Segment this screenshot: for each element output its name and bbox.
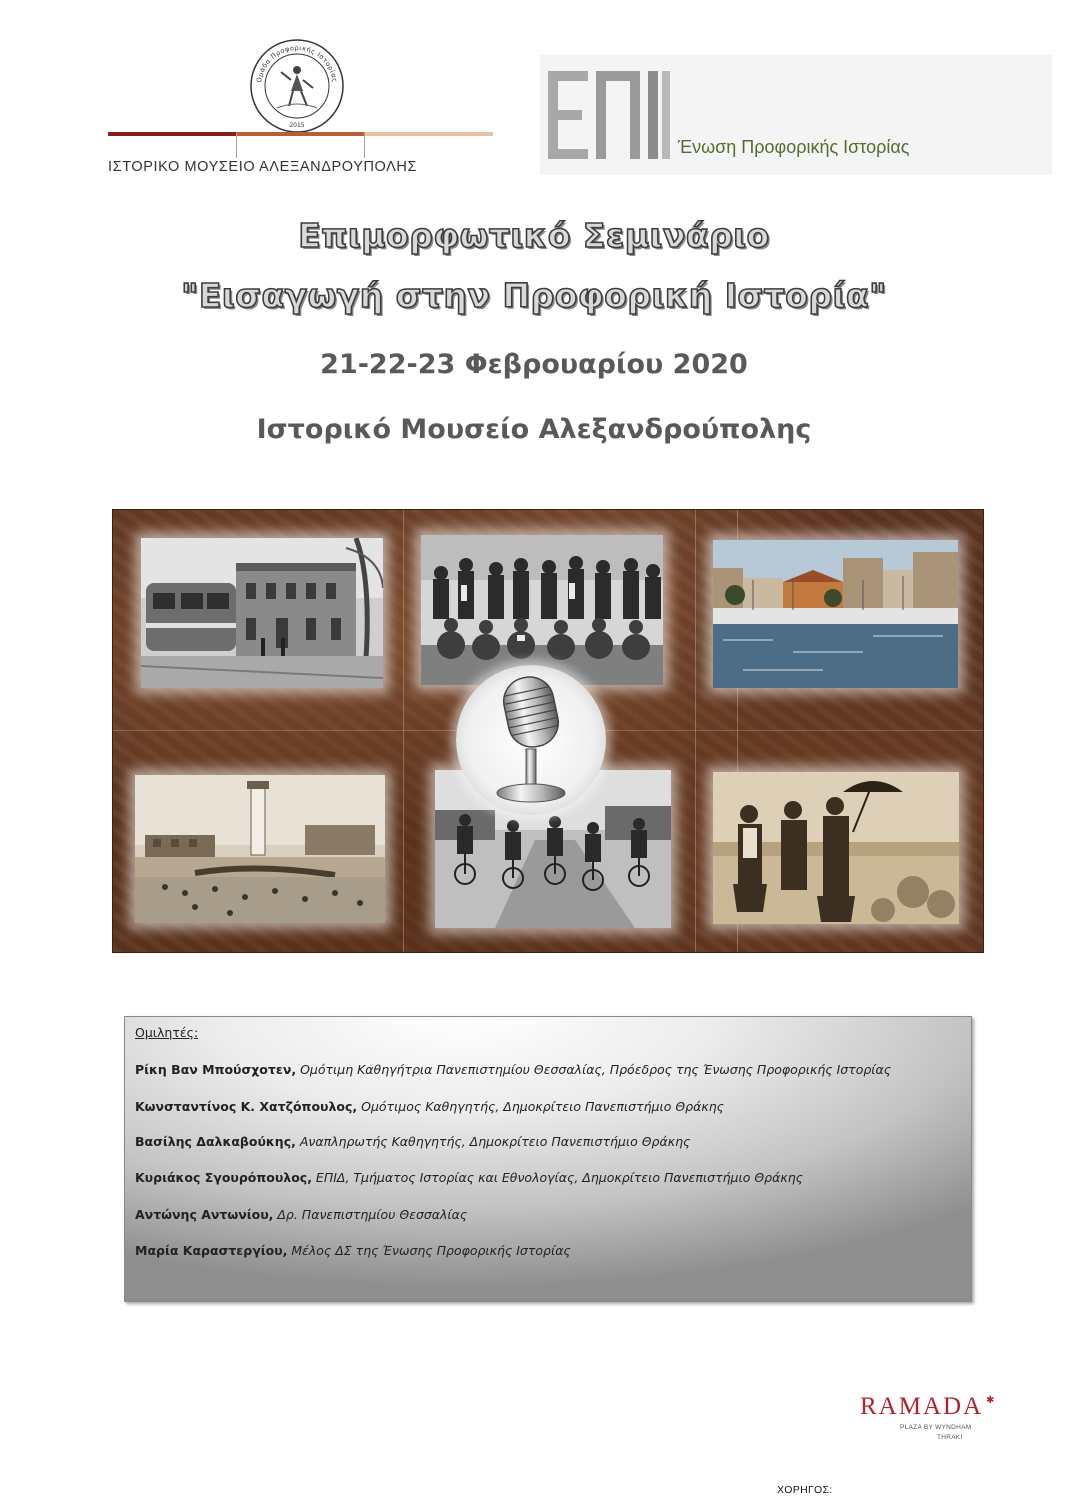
seal-text: Ομάδα Προφορικής Ιστορίας	[255, 43, 339, 84]
speaker-role: Δρ. Πανεπιστημίου Θεσσαλίας	[273, 1207, 468, 1222]
speaker-name: Μαρία Καραστεργίου,	[135, 1243, 288, 1258]
epi-logo-icon	[546, 65, 674, 165]
speaker-item	[135, 1170, 803, 1185]
speaker-name: Κωνσταντίνος Κ. Χατζόπουλος,	[135, 1099, 358, 1114]
event-title-line-2: "Εισαγωγή στην Προφορική Ιστορία"	[181, 276, 887, 315]
group-portrait-photo	[421, 535, 663, 685]
harbor-photo	[713, 540, 958, 688]
museum-seal-icon	[247, 36, 347, 136]
speaker-item	[135, 1099, 724, 1114]
speaker-name: Βασίλης Δαλκαβούκης,	[135, 1134, 296, 1149]
speaker-role: Μέλος ΔΣ της Ένωσης Προφορικής Ιστορίας	[287, 1243, 571, 1258]
speakers-heading: Ομιλητές:	[135, 1025, 199, 1040]
women-with-umbrella-photo	[713, 772, 959, 924]
lighthouse-beach-photo	[135, 775, 385, 923]
speaker-role: Ομότιμη Καθηγήτρια Πανεπιστημίου Θεσσαλίας, Πρόεδρος της Ένωσης Προφορικής Ιστορίας	[296, 1062, 892, 1077]
speaker-name: Ρίκη Βαν Μπούσχοτεν,	[135, 1062, 297, 1077]
sponsor-logo	[860, 1393, 1000, 1503]
association-name: Ένωση Προφορικής Ιστορίας	[678, 137, 910, 157]
speaker-name: Κυριάκος Σγουρόπουλος,	[135, 1170, 312, 1185]
speaker-item	[135, 1207, 467, 1222]
event-venue: Ιστορικό Μουσείο Αλεξανδρούπολης	[256, 414, 812, 445]
museum-logo-bars	[108, 132, 493, 160]
railway-station-photo	[141, 538, 383, 688]
sponsor-label: ΧΟΡΗΓΟΣ:	[777, 1484, 833, 1496]
seal-year: 2015	[289, 122, 305, 129]
association-logo	[540, 55, 1052, 175]
event-dates: 21-22-23 Φεβρουαρίου 2020	[320, 349, 748, 380]
museum-logo	[108, 36, 493, 186]
speaker-role: Αναπληρωτής Καθηγητής, Δημοκρίτειο Πανεπιστήμιο Θράκης	[295, 1134, 691, 1149]
sponsor-location: THRAKI	[937, 1434, 963, 1441]
sponsor-brand: RAMADA	[860, 1393, 984, 1420]
speaker-role: ΕΠΙΔ, Τμήματος Ιστορίας και Εθνολογίας, Δημοκρίτειο Πανεπιστήμιο Θράκης	[311, 1170, 803, 1185]
speakers-box	[124, 1016, 972, 1302]
speaker-item	[135, 1134, 690, 1149]
photo-collage	[112, 509, 984, 953]
microphone-icon	[456, 665, 606, 815]
museum-name: ΙΣΤΟΡΙΚΟ ΜΟΥΣΕΙΟ ΑΛΕΞΑΝΔΡΟΥΠΟΛΗΣ	[108, 159, 418, 175]
sponsor-brand-sub: PLAZA BY WYNDHAM	[900, 1424, 972, 1431]
speaker-item	[135, 1062, 891, 1077]
event-title-line-1: Επιμορφωτικό Σεμινάριο	[298, 216, 770, 255]
speaker-role: Ομότιμος Καθηγητής, Δημοκρίτειο Πανεπιστήμιο Θράκης	[357, 1099, 724, 1114]
ramada-star-icon: ✱	[986, 1395, 995, 1406]
speaker-name: Αντώνης Αντωνίου,	[135, 1207, 274, 1222]
speaker-item	[135, 1243, 571, 1258]
